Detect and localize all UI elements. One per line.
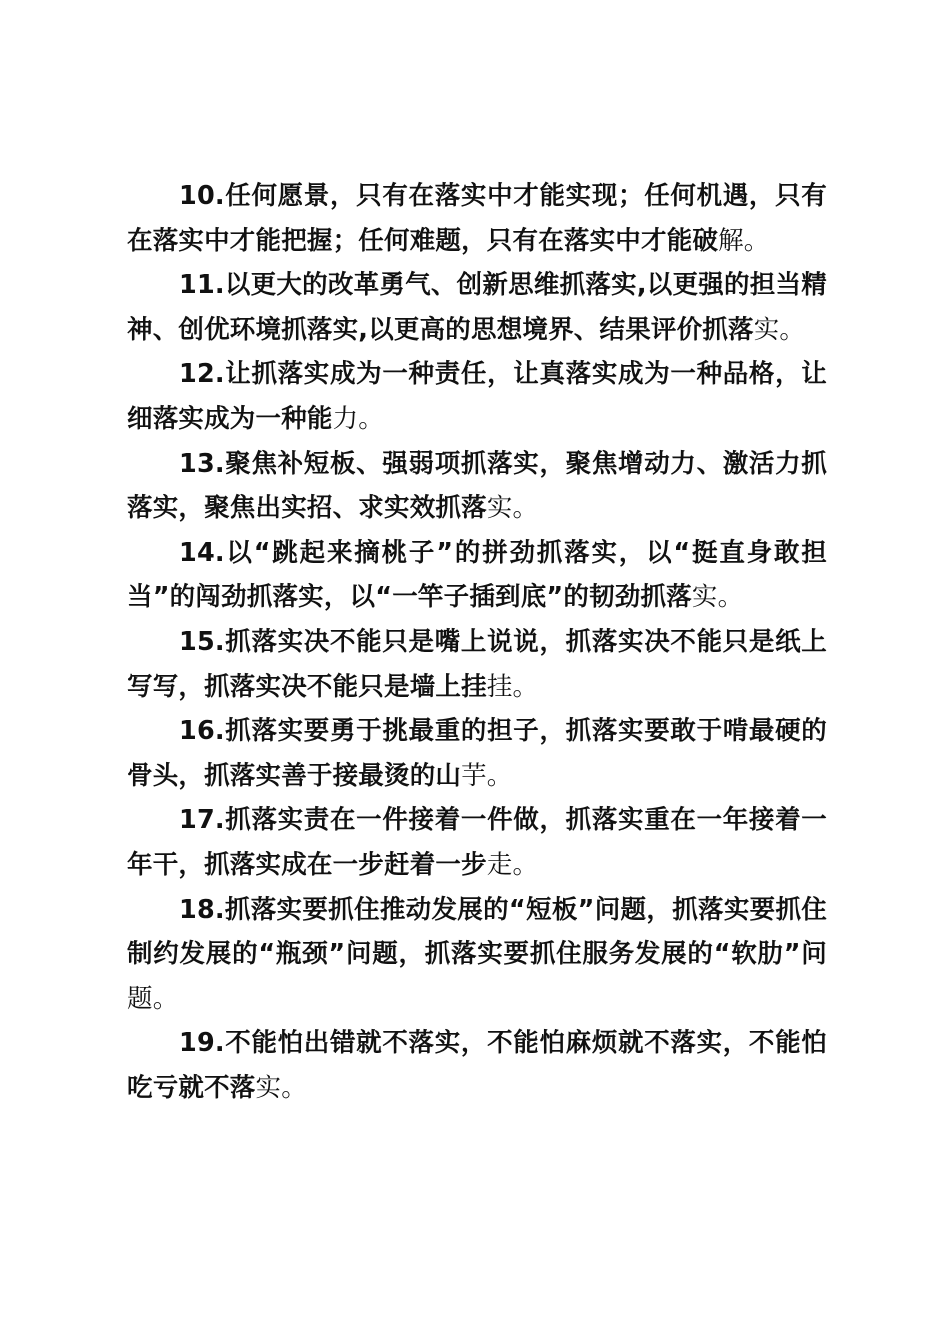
- paragraph-text: 11.以更大的改革勇气、创新思维抓落实,以更强的担当精神、创优环境抓落实,以更高的思想境界、结果评价抓落: [127, 270, 827, 345]
- paragraph-text: 16.抓落实要勇于挑最重的担子，抓落实要敢于啃最硬的骨头，抓落实善于接最烫的山: [127, 716, 827, 791]
- paragraph-tail: 题。: [127, 983, 179, 1014]
- paragraph-tail: 芋。: [461, 760, 513, 791]
- paragraph-text: 15.抓落实决不能只是嘴上说说，抓落实决不能只是纸上写写，抓落实决不能只是墙上挂: [127, 626, 827, 702]
- paragraph-19: [127, 1021, 827, 1110]
- paragraph-text: 18.抓落实要抓住推动发展的“短板”问题，抓落实要抓住制约发展的“瓶颈”问题，抓落实要抓住服务发展的“软肋”问: [127, 894, 827, 970]
- paragraph-tail: 实。: [753, 314, 806, 345]
- paragraph-tail: 挂。: [486, 671, 539, 702]
- paragraph-18: [127, 888, 827, 1022]
- paragraph-11: [127, 263, 827, 352]
- paragraph-14: [127, 531, 827, 620]
- paragraph-tail: 实。: [255, 1072, 307, 1103]
- paragraph-tail: 实。: [691, 582, 744, 613]
- paragraph-tail: 实。: [486, 493, 539, 524]
- paragraph-12: [127, 352, 827, 441]
- paragraph-tail: 力。: [332, 403, 385, 434]
- paragraph-text: 13.聚焦补短板、强弱项抓落实，聚焦增动力、激活力抓落实，聚焦出实招、求实效抓落: [127, 448, 827, 524]
- paragraph-text: 10.任何愿景，只有在落实中才能实现；任何机遇，只有在落实中才能把握；任何难题，只有在落实中才能破: [127, 181, 827, 256]
- document-page: [127, 174, 827, 1110]
- paragraph-15: [127, 620, 827, 709]
- paragraph-text: 17.抓落实责在一件接着一件做，抓落实重在一年接着一年干，抓落实成在一步赶着一步: [127, 805, 827, 880]
- paragraph-16: [127, 709, 827, 798]
- paragraph-text: 12.让抓落实成为一种责任，让真落实成为一种品格，让细落实成为一种能: [127, 359, 827, 434]
- paragraph-tail: 走。: [486, 849, 539, 880]
- paragraph-13: [127, 442, 827, 531]
- paragraph-tail: 解。: [718, 225, 770, 256]
- paragraph-text: 19.不能怕出错就不落实，不能怕麻烦就不落实，不能怕吃亏就不落: [127, 1028, 827, 1103]
- paragraph-10: [127, 174, 827, 263]
- paragraph-17: [127, 798, 827, 887]
- paragraph-text: 14.以“跳起来摘桃子”的拼劲抓落实，以“挺直身敢担当”的闯劲抓落实，以“一竿子插到底”的韧劲抓落: [127, 537, 827, 613]
